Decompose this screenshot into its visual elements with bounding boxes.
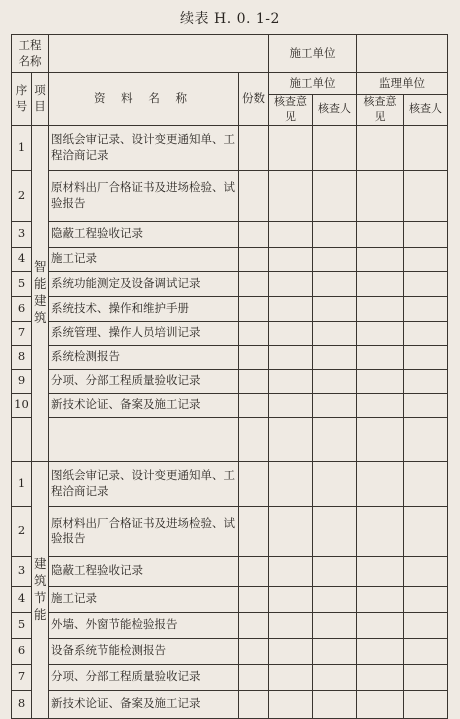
supervisor-opinion-cell[interactable] [357,461,404,506]
table-row [12,393,448,417]
document-name: 新技术论证、备案及施工记录 [49,690,239,718]
table-row [12,247,448,271]
row-number: 3 [12,556,32,586]
supervisor-reviewer-cell[interactable] [404,506,448,556]
row-number: 4 [12,247,32,271]
constructor-opinion-cell[interactable] [269,461,313,506]
supervisor-opinion-cell[interactable] [357,586,404,612]
table-row [12,664,448,690]
copies-cell[interactable] [239,296,269,321]
row-number: 7 [12,664,32,690]
supervisor-opinion-cell[interactable] [357,125,404,170]
supervisor-review-opinion-header: 核查意见 [357,95,404,126]
constructor-reviewer-cell[interactable] [313,271,357,296]
constructor-opinion-cell[interactable] [269,271,313,296]
constructor-opinion-cell[interactable] [269,125,313,170]
supervisor-reviewer-cell[interactable] [404,345,448,369]
row-number: 8 [12,345,32,369]
document-name: 原材料出厂合格证书及进场检验、试验报告 [49,506,239,556]
copies-cell[interactable] [239,393,269,417]
copies-cell[interactable] [239,369,269,393]
row-number: 6 [12,296,32,321]
supervisor-reviewer-cell[interactable] [404,321,448,345]
supervisor-opinion-cell[interactable] [357,417,404,461]
supervisor-opinion-cell[interactable] [357,369,404,393]
constructor-reviewer-cell[interactable] [313,506,357,556]
constructor-opinion-cell[interactable] [269,321,313,345]
constructor-opinion-cell[interactable] [269,369,313,393]
table-row [12,221,448,247]
constructor-reviewer-cell[interactable] [313,664,357,690]
document-name: 系统检测报告 [49,345,239,369]
supervisor-header: 监理单位 [357,73,448,95]
copies-cell[interactable] [239,612,269,638]
constructor-reviewer-cell[interactable] [313,321,357,345]
constructor-opinion-cell[interactable] [269,345,313,369]
row-number: 4 [12,586,32,612]
supervisor-reviewer-cell[interactable] [404,125,448,170]
document-name: 施工记录 [49,586,239,612]
constructor-reviewer-cell[interactable] [313,369,357,393]
constructor-reviewer-cell[interactable] [313,221,357,247]
constructor-opinion-cell[interactable] [269,556,313,586]
constructor-opinion-cell[interactable] [269,664,313,690]
row-number: 9 [12,369,32,393]
supervisor-reviewer-cell[interactable] [404,271,448,296]
table-row [12,369,448,393]
table-row [12,506,448,556]
supervisor-reviewer-cell[interactable] [404,638,448,664]
document-name: 系统技术、操作和维护手册 [49,296,239,321]
row-number: 5 [12,271,32,296]
supervisor-reviewer-cell[interactable] [404,664,448,690]
constructor-opinion-cell[interactable] [269,506,313,556]
supervisor-opinion-cell[interactable] [357,638,404,664]
constructor-header: 施工单位 [269,73,357,95]
supervisor-opinion-cell[interactable] [357,271,404,296]
copies-cell[interactable] [239,271,269,296]
table-row [12,638,448,664]
row-number: 10 [12,393,32,417]
supervisor-reviewer-cell[interactable] [404,556,448,586]
constructor-opinion-cell[interactable] [269,296,313,321]
section-item-label: 智 能 建 筑 [32,125,49,461]
table-caption: 续表 H. 0. 1-2 [180,11,280,27]
table-row [12,321,448,345]
document-name: 隐蔽工程验收记录 [49,221,239,247]
supervisor-reviewer-cell[interactable] [404,612,448,638]
table-row [12,271,448,296]
copies-cell[interactable] [239,125,269,170]
constructor-reviewer-cell[interactable] [313,417,357,461]
supervisor-opinion-cell[interactable] [357,556,404,586]
supervisor-reviewer-cell[interactable] [404,393,448,417]
copies-cell[interactable] [239,461,269,506]
constructor-opinion-cell[interactable] [269,247,313,271]
copies-cell[interactable] [239,586,269,612]
copies-cell[interactable] [239,221,269,247]
copies-cell[interactable] [239,556,269,586]
table-row [12,556,448,586]
constructor-opinion-cell[interactable] [269,417,313,461]
row-number: 8 [12,690,32,718]
row-number: 6 [12,638,32,664]
row-number: 7 [12,321,32,345]
supervisor-opinion-cell[interactable] [357,345,404,369]
copies-cell[interactable] [239,638,269,664]
project-name-value[interactable] [49,35,269,73]
copies-cell[interactable] [239,247,269,271]
supervisor-reviewer-cell[interactable] [404,369,448,393]
construction-unit-label: 施工单位 [269,35,357,73]
supervisor-reviewer-cell[interactable] [404,461,448,506]
row-number: 3 [12,221,32,247]
row-number: 2 [12,506,32,556]
records-review-table [11,34,448,719]
constructor-reviewer-cell[interactable] [313,170,357,221]
constructor-opinion-cell[interactable] [269,170,313,221]
constructor-opinion-cell[interactable] [269,221,313,247]
constructor-reviewer-cell[interactable] [313,125,357,170]
constructor-reviewer-cell[interactable] [313,556,357,586]
supervisor-opinion-cell[interactable] [357,170,404,221]
document-name: 系统管理、操作人员培训记录 [49,321,239,345]
row-number: 1 [12,461,32,506]
copies-cell[interactable] [239,417,269,461]
item-header: 项目 [32,73,49,126]
supervisor-reviewer-cell[interactable] [404,296,448,321]
supervisor-opinion-cell[interactable] [357,296,404,321]
document-name: 原材料出厂合格证书及进场检验、试验报告 [49,170,239,221]
table-row [12,170,448,221]
construction-unit-value[interactable] [357,35,448,73]
table-row [12,417,448,461]
constructor-reviewer-cell[interactable] [313,638,357,664]
supervisor-opinion-cell[interactable] [357,664,404,690]
section-item-label: 建 筑 节 能 [32,461,49,718]
supervisor-reviewer-header: 核查人 [404,95,448,126]
constructor-reviewer-header: 核查人 [313,95,357,126]
constructor-reviewer-cell[interactable] [313,612,357,638]
supervisor-opinion-cell[interactable] [357,612,404,638]
supervisor-reviewer-cell[interactable] [404,417,448,461]
document-name: 设备系统节能检测报告 [49,638,239,664]
row-number [12,417,32,461]
document-name: 分项、分部工程质量验收记录 [49,369,239,393]
row-number: 2 [12,170,32,221]
document-name: 图纸会审记录、设计变更通知单、工程洽商记录 [49,461,239,506]
constructor-reviewer-cell[interactable] [313,247,357,271]
supervisor-reviewer-cell[interactable] [404,221,448,247]
constructor-reviewer-cell[interactable] [313,345,357,369]
document-name: 外墙、外窗节能检验报告 [49,612,239,638]
supervisor-reviewer-cell[interactable] [404,247,448,271]
doc-name-header: 资 料 名 称 [49,73,239,126]
document-name: 系统功能测定及设备调试记录 [49,271,239,296]
row-number: 1 [12,125,32,170]
constructor-review-opinion-header: 核查意见 [269,95,313,126]
copies-cell[interactable] [239,345,269,369]
constructor-opinion-cell[interactable] [269,638,313,664]
document-name: 新技术论证、备案及施工记录 [49,393,239,417]
copies-header: 份数 [239,73,269,126]
constructor-opinion-cell[interactable] [269,612,313,638]
copies-cell[interactable] [239,321,269,345]
document-name: 施工记录 [49,247,239,271]
document-name: 分项、分部工程质量验收记录 [49,664,239,690]
constructor-opinion-cell[interactable] [269,586,313,612]
constructor-reviewer-cell[interactable] [313,461,357,506]
constructor-reviewer-cell[interactable] [313,296,357,321]
table-row [12,345,448,369]
table-row [12,461,448,506]
project-name-label: 工程名称 [12,35,49,73]
table-row [12,586,448,612]
copies-cell[interactable] [239,170,269,221]
table-row [12,296,448,321]
supervisor-opinion-cell[interactable] [357,506,404,556]
supervisor-opinion-cell[interactable] [357,321,404,345]
row-number: 5 [12,612,32,638]
supervisor-opinion-cell[interactable] [357,247,404,271]
table-row [12,612,448,638]
document-name: 图纸会审记录、设计变更通知单、工程洽商记录 [49,125,239,170]
document-name [49,417,239,461]
constructor-reviewer-cell[interactable] [313,586,357,612]
table-row [12,125,448,170]
constructor-reviewer-cell[interactable] [313,393,357,417]
supervisor-reviewer-cell[interactable] [404,586,448,612]
supervisor-reviewer-cell[interactable] [404,170,448,221]
supervisor-opinion-cell[interactable] [357,393,404,417]
constructor-opinion-cell[interactable] [269,393,313,417]
document-name: 隐蔽工程验收记录 [49,556,239,586]
copies-cell[interactable] [239,506,269,556]
seq-header: 序号 [12,73,32,126]
supervisor-opinion-cell[interactable] [357,221,404,247]
copies-cell[interactable] [239,664,269,690]
